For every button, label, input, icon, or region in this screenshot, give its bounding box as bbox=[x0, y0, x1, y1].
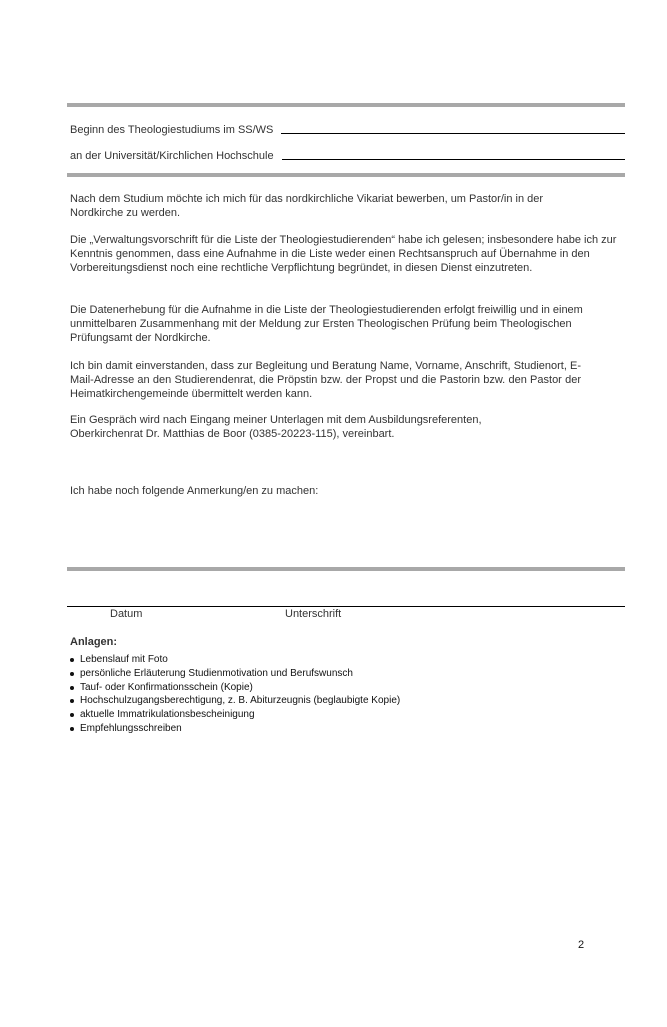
datum-label: Datum bbox=[110, 608, 143, 620]
hochschule-input-line[interactable] bbox=[282, 158, 625, 160]
list-item: persönliche Erläuterung Studienmotivation und Berufswunsch bbox=[70, 667, 400, 681]
section-divider-top bbox=[67, 103, 625, 107]
beginn-input-line[interactable] bbox=[281, 132, 625, 134]
anlagen-list bbox=[70, 653, 400, 736]
section-divider-bottom bbox=[67, 567, 625, 571]
section-divider-middle bbox=[67, 173, 625, 177]
list-item: Tauf- oder Konfirmationsschein (Kopie) bbox=[70, 681, 400, 695]
list-item: Hochschulzugangsberechtigung, z. B. Abiturzeugnis (beglaubigte Kopie) bbox=[70, 694, 400, 708]
unterschrift-label: Unterschrift bbox=[285, 608, 342, 620]
list-item: Lebenslauf mit Foto bbox=[70, 653, 400, 667]
page-number: 2 bbox=[578, 939, 585, 951]
beginn-field-row bbox=[70, 118, 625, 136]
anlagen-heading: Anlagen: bbox=[70, 636, 118, 648]
hochschule-field-row bbox=[70, 144, 625, 162]
list-item: aktuelle Immatrikulationsbescheinigung bbox=[70, 708, 400, 722]
paragraph-datenerhebung: Die Datenerhebung für die Aufnahme in die Liste der Theologiestudierenden erfolgt freiwillig und in einem unmittelbaren Zusammenhang mit der Meldung zur Ersten Theologischen Prüfung beim Theologischen Prüfungsamt der Nordkirche. bbox=[70, 304, 583, 344]
paragraph-verwaltungsvorschrift: Die „Verwaltungsvorschrift für die Liste der Theologiestudierenden“ habe ich gelesen; insbesondere habe ich zur Kenntnis genommen, dass eine Aufnahme in die Liste weder einen Rechtsanspruch auf Übernahme in den Vorbereitungsdienst noch eine rechtliche Verpflichtung begründet, in diesen Dienst einzutreten. bbox=[70, 234, 617, 274]
beginn-label: Beginn des Theologiestudiums im SS/WS bbox=[70, 124, 274, 136]
paragraph-anmerkung: Ich habe noch folgende Anmerkung/en zu machen: bbox=[70, 485, 319, 497]
signature-line[interactable] bbox=[67, 606, 625, 607]
hochschule-label: an der Universität/Kirchlichen Hochschule bbox=[70, 150, 274, 162]
list-item: Empfehlungsschreiben bbox=[70, 722, 400, 736]
paragraph-gespraech: Ein Gespräch wird nach Eingang meiner Unterlagen mit dem Ausbildungsreferenten, Oberkirchenrat Dr. Matthias de Boor (0385-20223-115), vereinbart. bbox=[70, 414, 482, 440]
paragraph-vikariat: Nach dem Studium möchte ich mich für das nordkirchliche Vikariat bewerben, um Pastor/in in der Nordkirche zu werden. bbox=[70, 193, 544, 219]
paragraph-einverstaendnis: Ich bin damit einverstanden, dass zur Begleitung und Beratung Name, Vorname, Anschrift, Studienort, E-Mail-Adresse an den Studierendenrat, die Pröpstin bzw. der Propst und die Pastorin bzw. den Pastor der Heimatkirchengemeinde übermittelt werden kann. bbox=[70, 360, 581, 400]
